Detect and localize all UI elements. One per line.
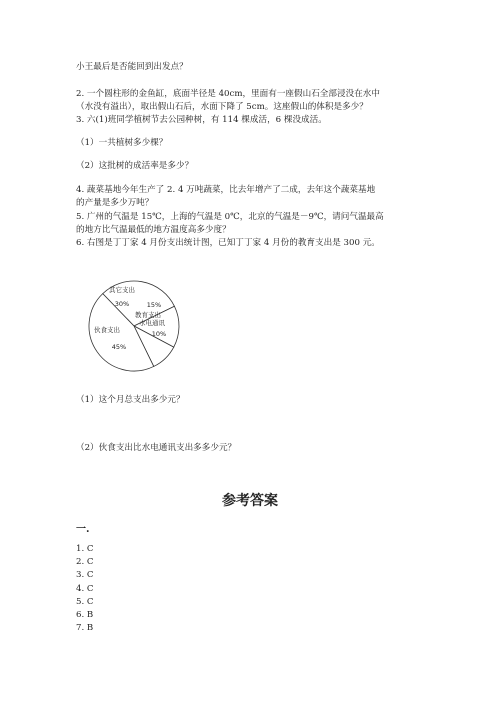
pie-slice-percent: 30% [114,300,130,308]
pie-slice-label: 教育支出 [135,311,161,319]
pie-slice-label: 水电通讯 [139,319,165,327]
pie-slice-percent: 10% [151,330,167,338]
answer-item: 6. B [76,610,94,621]
question-6-sub-1: （1）这个月总支出多少元？ [76,395,185,405]
answer-item: 5. C [76,596,94,607]
question-2-line-2: （水没有溢出），取出假山石后，水面下降了 5cm。这座假山的体积是多少？ [76,102,368,112]
expense-pie-chart [84,276,184,376]
answer-item: 2. C [76,557,94,568]
question-4-line-2: 的产量是多少万吨？ [76,198,154,208]
question-1-tail: 小王最后是否能回到出发点？ [76,62,188,72]
question-3-sub-2: （2）这批树的成活率是多少？ [76,161,194,171]
question-5-line-1: 5. 广州的气温是 15℃，上海的气温是 0℃，北京的气温是－9℃，请问气温最高 [76,212,384,222]
pie-slice-percent: 45% [111,343,127,351]
question-5-line-2: 的地方比气温最低的地方温度高多少度？ [76,225,231,235]
question-3-sub-1: （1）一共植树多少棵？ [76,138,168,148]
answer-item: 1. C [76,544,94,554]
answer-section-heading: 一. [76,524,90,535]
answer-list [76,543,94,635]
pie-slice-label: 其它支出 [109,286,135,294]
pie-slice-percent: 15% [146,301,162,309]
question-2-line-1: 2. 一个圆柱形的金鱼缸，底面半径是 40cm，里面有一座假山石全部浸没在水中 [76,89,380,99]
pie-slice-label: 伙食支出 [94,326,120,334]
question-6-sub-2: （2）伙食支出比水电通讯支出多多少元？ [76,443,237,453]
answer-item: 3. C [76,570,94,581]
question-3-line-1: 3. 六(1)班同学植树节去公园种树，有 114 棵成活，6 棵没成活。 [76,115,327,125]
answer-key-title: 参考答案 [222,493,278,509]
answer-item: 7. B [76,623,94,634]
answer-item: 4. C [76,583,94,594]
question-4-line-1: 4. 蔬菜基地今年生产了 2. 4 万吨蔬菜，比去年增产了二成，去年这个蔬菜基地 [76,185,376,195]
question-6-line-1: 6. 右图是丁丁家 4 月份支出统计图，已知丁丁家 4 月份的教育支出是 300 元。 [76,238,380,248]
